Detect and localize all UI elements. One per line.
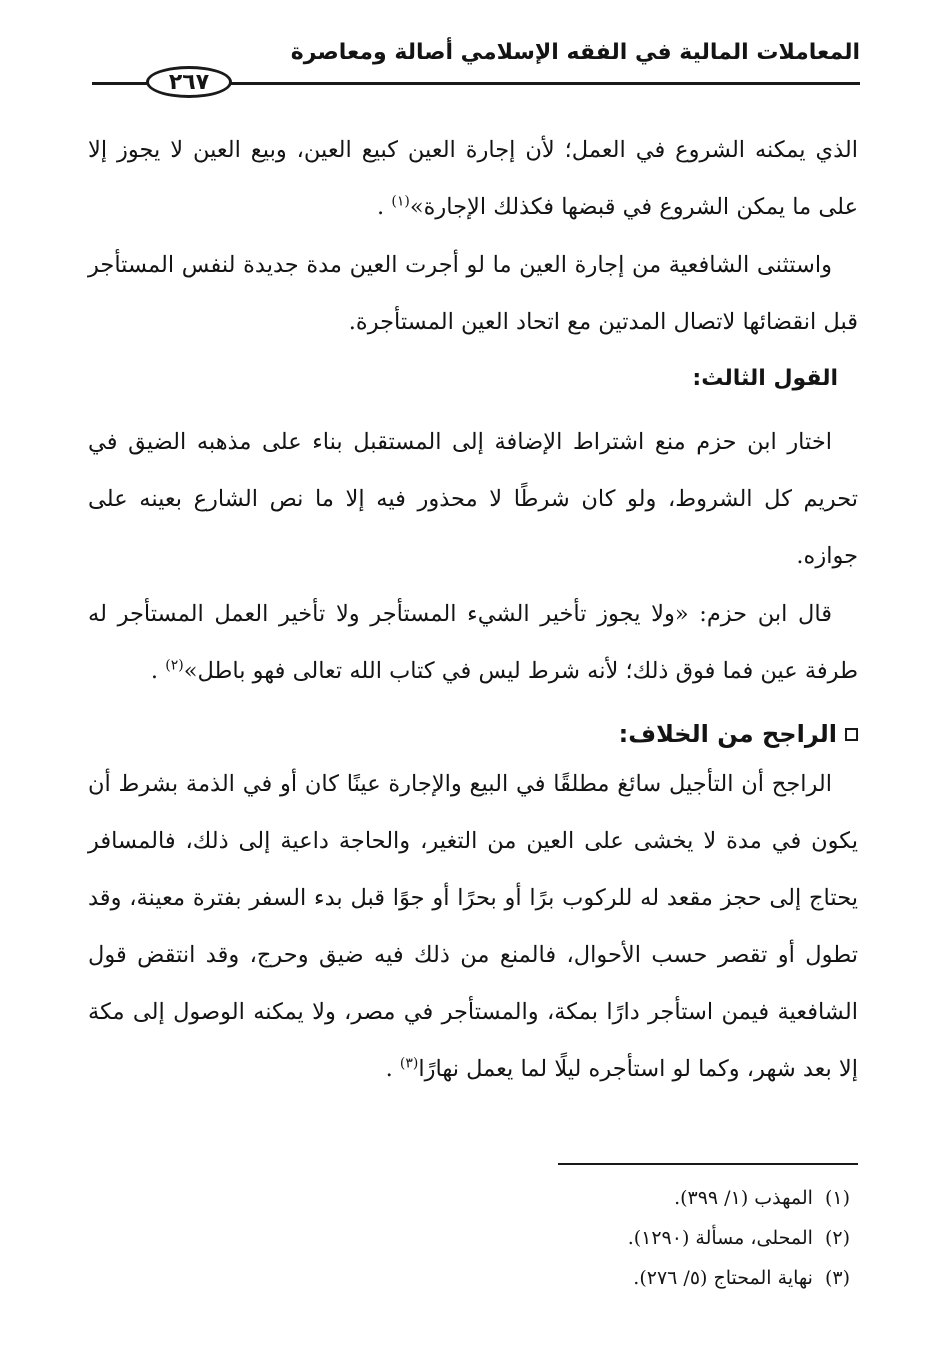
footnote-ref-2: (٢)	[165, 657, 184, 674]
paragraph-4-end: .	[150, 658, 166, 684]
paragraph-5-text: الراجح أن التأجيل سائغ مطلقًا في البيع والإجارة عينًا كان أو في الذمة بشرط أن يكون في مدة لا يخشى على العين من التغير، والحاجة داعية إلى ذلك، فالمسافر يحتاج إلى حجز مقعد له للركوب برًا أو بحرًا أو جوًا قبل بدء السفر بفترة معينة، وقد تطول أو تقصر حسب الأحوال، فالمنع من ذلك فيه ضيق وحرج، وقد انتقض قول الشافعية فيمن استأجر دارًا بمكة، والمستأجر في مصر، ولا يمكنه الوصول إلى مكة إلا بعد شهر، وكما لو استأجره ليلًا لما يعمل نهارًا	[88, 771, 858, 1082]
paragraph-5	[88, 756, 858, 1098]
section-heading-third-opinion: القول الثالث:	[692, 366, 838, 391]
footnote-ref-1: (١)	[391, 193, 410, 210]
paragraph-1	[88, 122, 858, 236]
footnote-1-number: (١)	[824, 1187, 850, 1209]
footnote-ref-3: (٣)	[399, 1055, 419, 1072]
page-number	[146, 66, 232, 98]
footnote-2-text: المحلى، مسألة (١٢٩٠).	[627, 1227, 813, 1249]
footnote-2-number: (٢)	[824, 1227, 850, 1249]
footnote-1	[674, 1187, 850, 1209]
paragraph-2: واستثنى الشافعية من إجارة العين ما لو أجرت العين مدة جديدة لنفس المستأجر قبل انقضائها لاتصال المدتين مع اتحاد العين المستأجرة.	[88, 252, 858, 335]
section-heading-preferred-view	[619, 720, 858, 748]
paragraph-1-end: .	[377, 194, 392, 220]
footnote-3	[633, 1267, 850, 1289]
footnote-separator	[558, 1163, 858, 1165]
checkbox-icon	[845, 728, 858, 741]
paragraph-5-end: .	[385, 1056, 400, 1082]
footnote-3-text: نهاية المحتاج (٥/ ٢٧٦).	[633, 1267, 813, 1289]
paragraph-3: اختار ابن حزم منع اشتراط الإضافة إلى المستقبل بناء على مذهبه الضيق في تحريم كل الشروط، ولو كان شرطًا لا محذور فيه إلا ما نص الشارع بعينه على جوازه.	[88, 429, 858, 569]
running-header-title: المعاملات المالية في الفقه الإسلامي أصالة ومعاصرة	[290, 40, 860, 65]
paragraph-4-text: قال ابن حزم: «ولا يجوز تأخير الشيء المستأجر ولا تأخير العمل المستأجر له طرفة عين فما فوق ذلك؛ لأنه شرط ليس في كتاب الله تعالى فهو باطل»	[88, 601, 858, 684]
page-number-text: ٢٦٧	[168, 69, 210, 95]
footnote-1-text: المهذب (١/ ٣٩٩).	[674, 1187, 813, 1209]
footnote-2	[628, 1227, 850, 1249]
paragraph-1-text: الذي يمكنه الشروع في العمل؛ لأن إجارة العين كبيع العين، وبيع العين لا يجوز إلا على ما يمكن الشروع في قبضها فكذلك الإجارة»	[88, 137, 858, 220]
section-heading-preferred-text: الراجح من الخلاف:	[618, 720, 837, 748]
paragraph-4	[88, 586, 858, 700]
footnote-3-number: (٣)	[824, 1267, 850, 1289]
